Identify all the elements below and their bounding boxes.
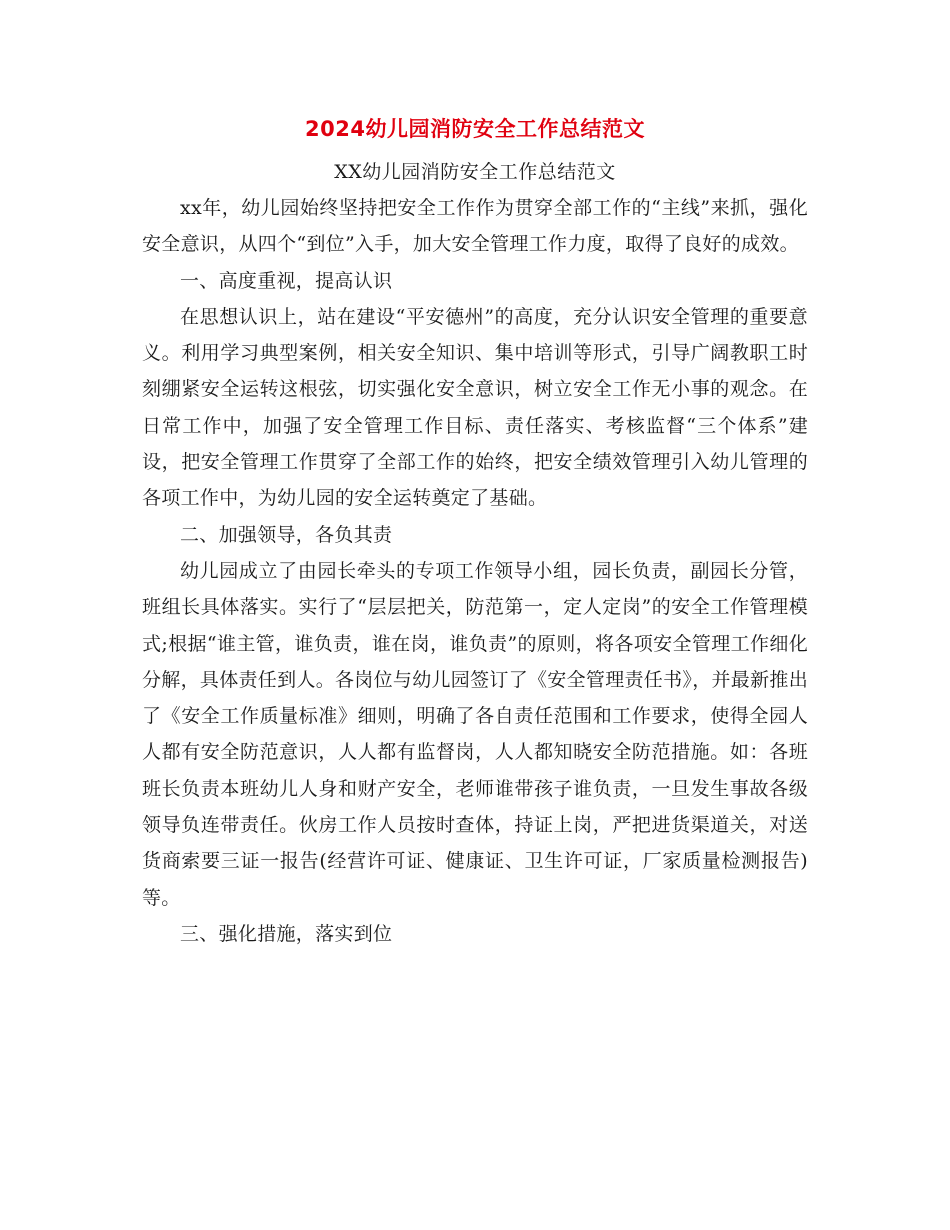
section-body-2: 幼儿园成立了由园长牵头的专项工作领导小组，园长负责，副园长分管，班组长具体落实。实行了“层层把关，防范第一，定人定岗”的安全工作管理模式;根据“谁主管，谁负责，谁在岗，谁负责”的原则，将各项安全管理工作细化分解，具体责任到人。各岗位与幼儿园签订了《安全管理责任书》，并最新推出了《安全工作质量标准》细则，明确了各自责任范围和工作要求，使得全园人人都有安全防范意识，人人都有监督岗，人人都知晓安全防范措施。如：各班班长负责本班幼儿人身和财产安全，老师谁带孩子谁负责，一旦发生事故各级领导负连带责任。伙房工作人员按时查体，持证上岗，严把进货渠道关，对送货商索要三证一报告(经营许可证、健康证、卫生许可证，厂家质量检测报告)等。 <box>142 559 809 909</box>
document-title: 2024幼儿园消防安全工作总结范文 <box>305 117 645 141</box>
section-heading-3: 三、强化措施，落实到位 <box>180 922 393 945</box>
section-body-1: 在思想认识上，站在建设“平安德州”的高度，充分认识安全管理的重要意义。利用学习典型案例，相关安全知识、集中培训等形式，引导广阔教职工时刻绷紧安全运转这根弦，切实强化安全意识，树立安全工作无小事的观念。在日常工作中，加强了安全管理工作目标、责任落实、考核监督“三个体系”建设，把安全管理工作贯穿了全部工作的始终，把安全绩效管理引入幼儿管理的各项工作中，为幼儿园的安全运转奠定了基础。 <box>142 305 808 510</box>
document-subtitle: XX幼儿园消防安全工作总结范文 <box>334 161 616 183</box>
section-heading-2: 二、加强领导，各负其责 <box>180 523 393 546</box>
document-content <box>142 112 808 952</box>
intro-paragraph: xx年，幼儿园始终坚持把安全工作作为贯穿全部工作的“主线”来抓，强化安全意识，从四个“到位”入手，加大安全管理工作力度，取得了良好的成效。 <box>142 197 808 256</box>
section-heading-1: 一、高度重视，提高认识 <box>180 269 393 292</box>
